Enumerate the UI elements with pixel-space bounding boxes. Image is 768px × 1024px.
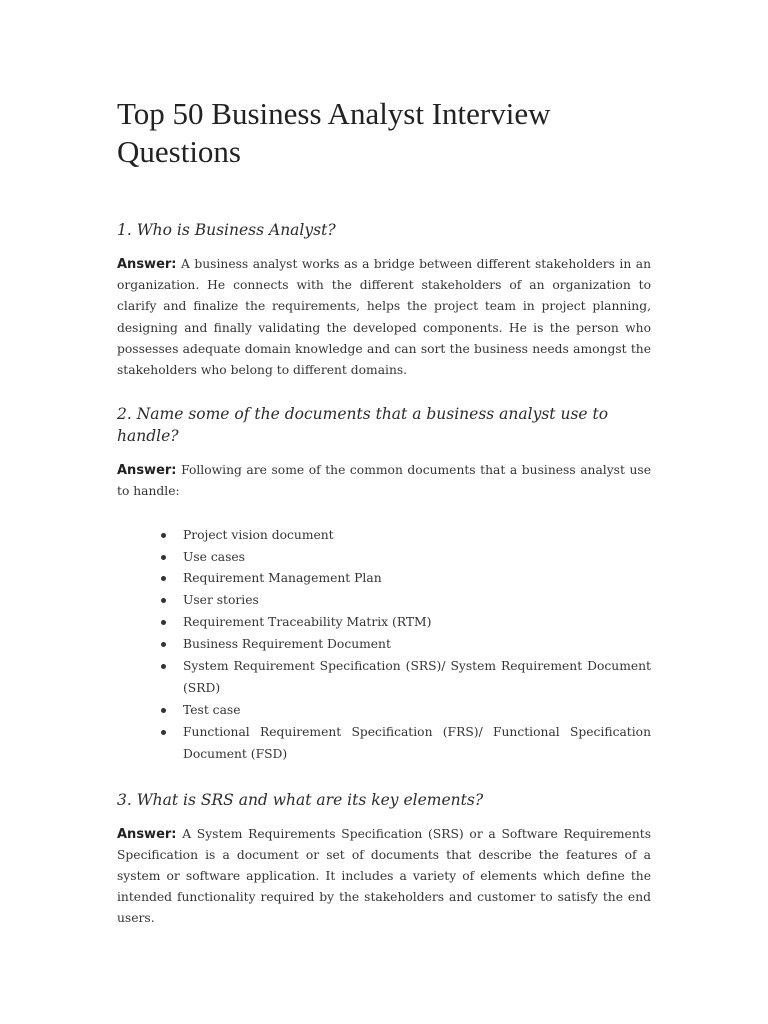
document-page (117, 95, 651, 930)
list-item: Business Requirement Document (183, 634, 651, 656)
list-item: Use cases (183, 547, 651, 569)
question-3-heading: 3. What is SRS and what are its key elements? (117, 790, 484, 809)
answer-2-text: Following are some of the common documents that a business analyst use to handle: (117, 463, 651, 499)
question-1-heading: 1. Who is Business Analyst? (117, 221, 336, 239)
list-item: System Requirement Specification (SRS)/ System Requirement Document (SRD) (183, 656, 651, 700)
list-item: Functional Requirement Specification (FRS)/ Functional Specification Document (FSD) (183, 722, 651, 766)
answer-2-paragraph (117, 460, 651, 502)
answer-3-paragraph (117, 824, 651, 930)
list-item: Project vision document (183, 525, 651, 547)
answer-1-text: A business analyst works as a bridge between different stakeholders in an organization. He connects with the different stakeholders of an organization to clarify and finalize the requirements, helps the project team in project planning, designing and finally validating the developed components. He is the person who possesses adequate domain knowledge and can sort the business needs amongst the stakeholders who belong to different domains. (117, 257, 651, 378)
documents-bullet-list (117, 525, 651, 766)
answer-1-paragraph (117, 254, 651, 381)
answer-3-text: A System Requirements Specification (SRS) or a Software Requirements Specification is a document or set of documents that describe the features of a system or software application. It includes a variety of elements which define the intended functionality required by the stakeholders and customer to satisfy the end users. (117, 826, 652, 926)
answer-label: Answer: (117, 257, 177, 272)
list-item: Test case (183, 700, 651, 722)
question-2-heading: 2. Name some of the documents that a business analyst use to handle? (117, 405, 609, 446)
answer-label: Answer: (117, 463, 177, 479)
list-item: User stories (183, 590, 651, 612)
list-item: Requirement Management Plan (183, 568, 651, 590)
answer-label: Answer: (117, 826, 177, 842)
document-title: Top 50 Business Analyst Interview Questions (117, 96, 551, 169)
list-item: Requirement Traceability Matrix (RTM) (183, 612, 651, 634)
